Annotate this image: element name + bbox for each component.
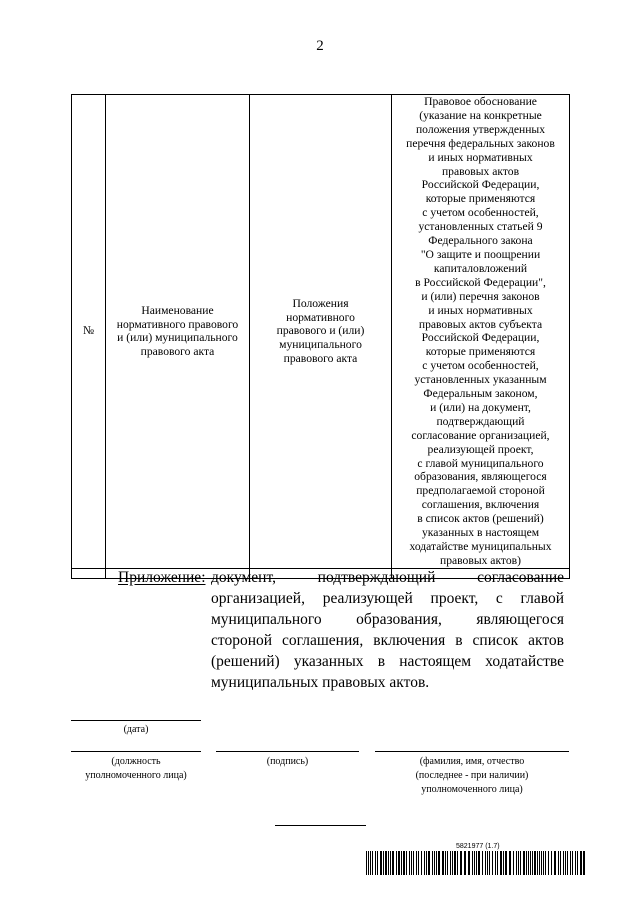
header-act-provisions: Положения нормативного правового и (или) муниципального правового акта (250, 95, 392, 569)
appendix-label: Приложение: (118, 569, 206, 586)
acts-table (71, 94, 570, 579)
date-line (71, 720, 201, 721)
barcode-image (366, 851, 585, 875)
appendix-text: документ, подтверждающий согласование организацией, реализующей проект, с главой муниципального образования, являющегося стороной соглашения, включения в список актов (решений) указанных в настоящем ходатайстве муниципальных правовых актов. (211, 569, 564, 691)
separator-line (275, 825, 366, 826)
position-line (71, 751, 201, 752)
table-header-row (72, 95, 570, 569)
header-legal-basis: Правовое обоснование (указание на конкретные положения утвержденных перечня федеральных законов и иных нормативных правовых актов Российской Федерации, которые применяются с учетом особенностей, установленных статьей 9 Федерального закона "О защите и поощрении капиталовложений в Российской Федерации", и (или) перечня законов и иных нормативных правовых актов субъекта Российской Федерации, которые применяются с учетом особенностей, установленных указанным Федеральным законом, и (или) на документ, подтверждающий согласование организацией, реализующей проект, с главой муниципального образования, являющегося предполагаемой стороной соглашения, включения в список актов (решений) указанных в настоящем ходатайстве муниципальных правовых актов) (392, 95, 570, 569)
page-number: 2 (316, 38, 324, 54)
barcode-number: 5821977 (1.7) (456, 843, 500, 850)
signature-caption: (подпись) (266, 756, 309, 767)
date-caption: (дата) (123, 724, 149, 735)
full-name-caption: (фамилия, имя, отчество (последнее - при наличии) уполномоченного лица) (415, 756, 529, 795)
header-number: № (72, 95, 106, 569)
position-caption: (должность уполномоченного лица) (85, 756, 187, 781)
full-name-line (375, 751, 569, 752)
signature-line (216, 751, 359, 752)
table-cell (72, 568, 106, 578)
header-act-name: Наименование нормативного правового и (или) муниципального правового акта (106, 95, 250, 569)
